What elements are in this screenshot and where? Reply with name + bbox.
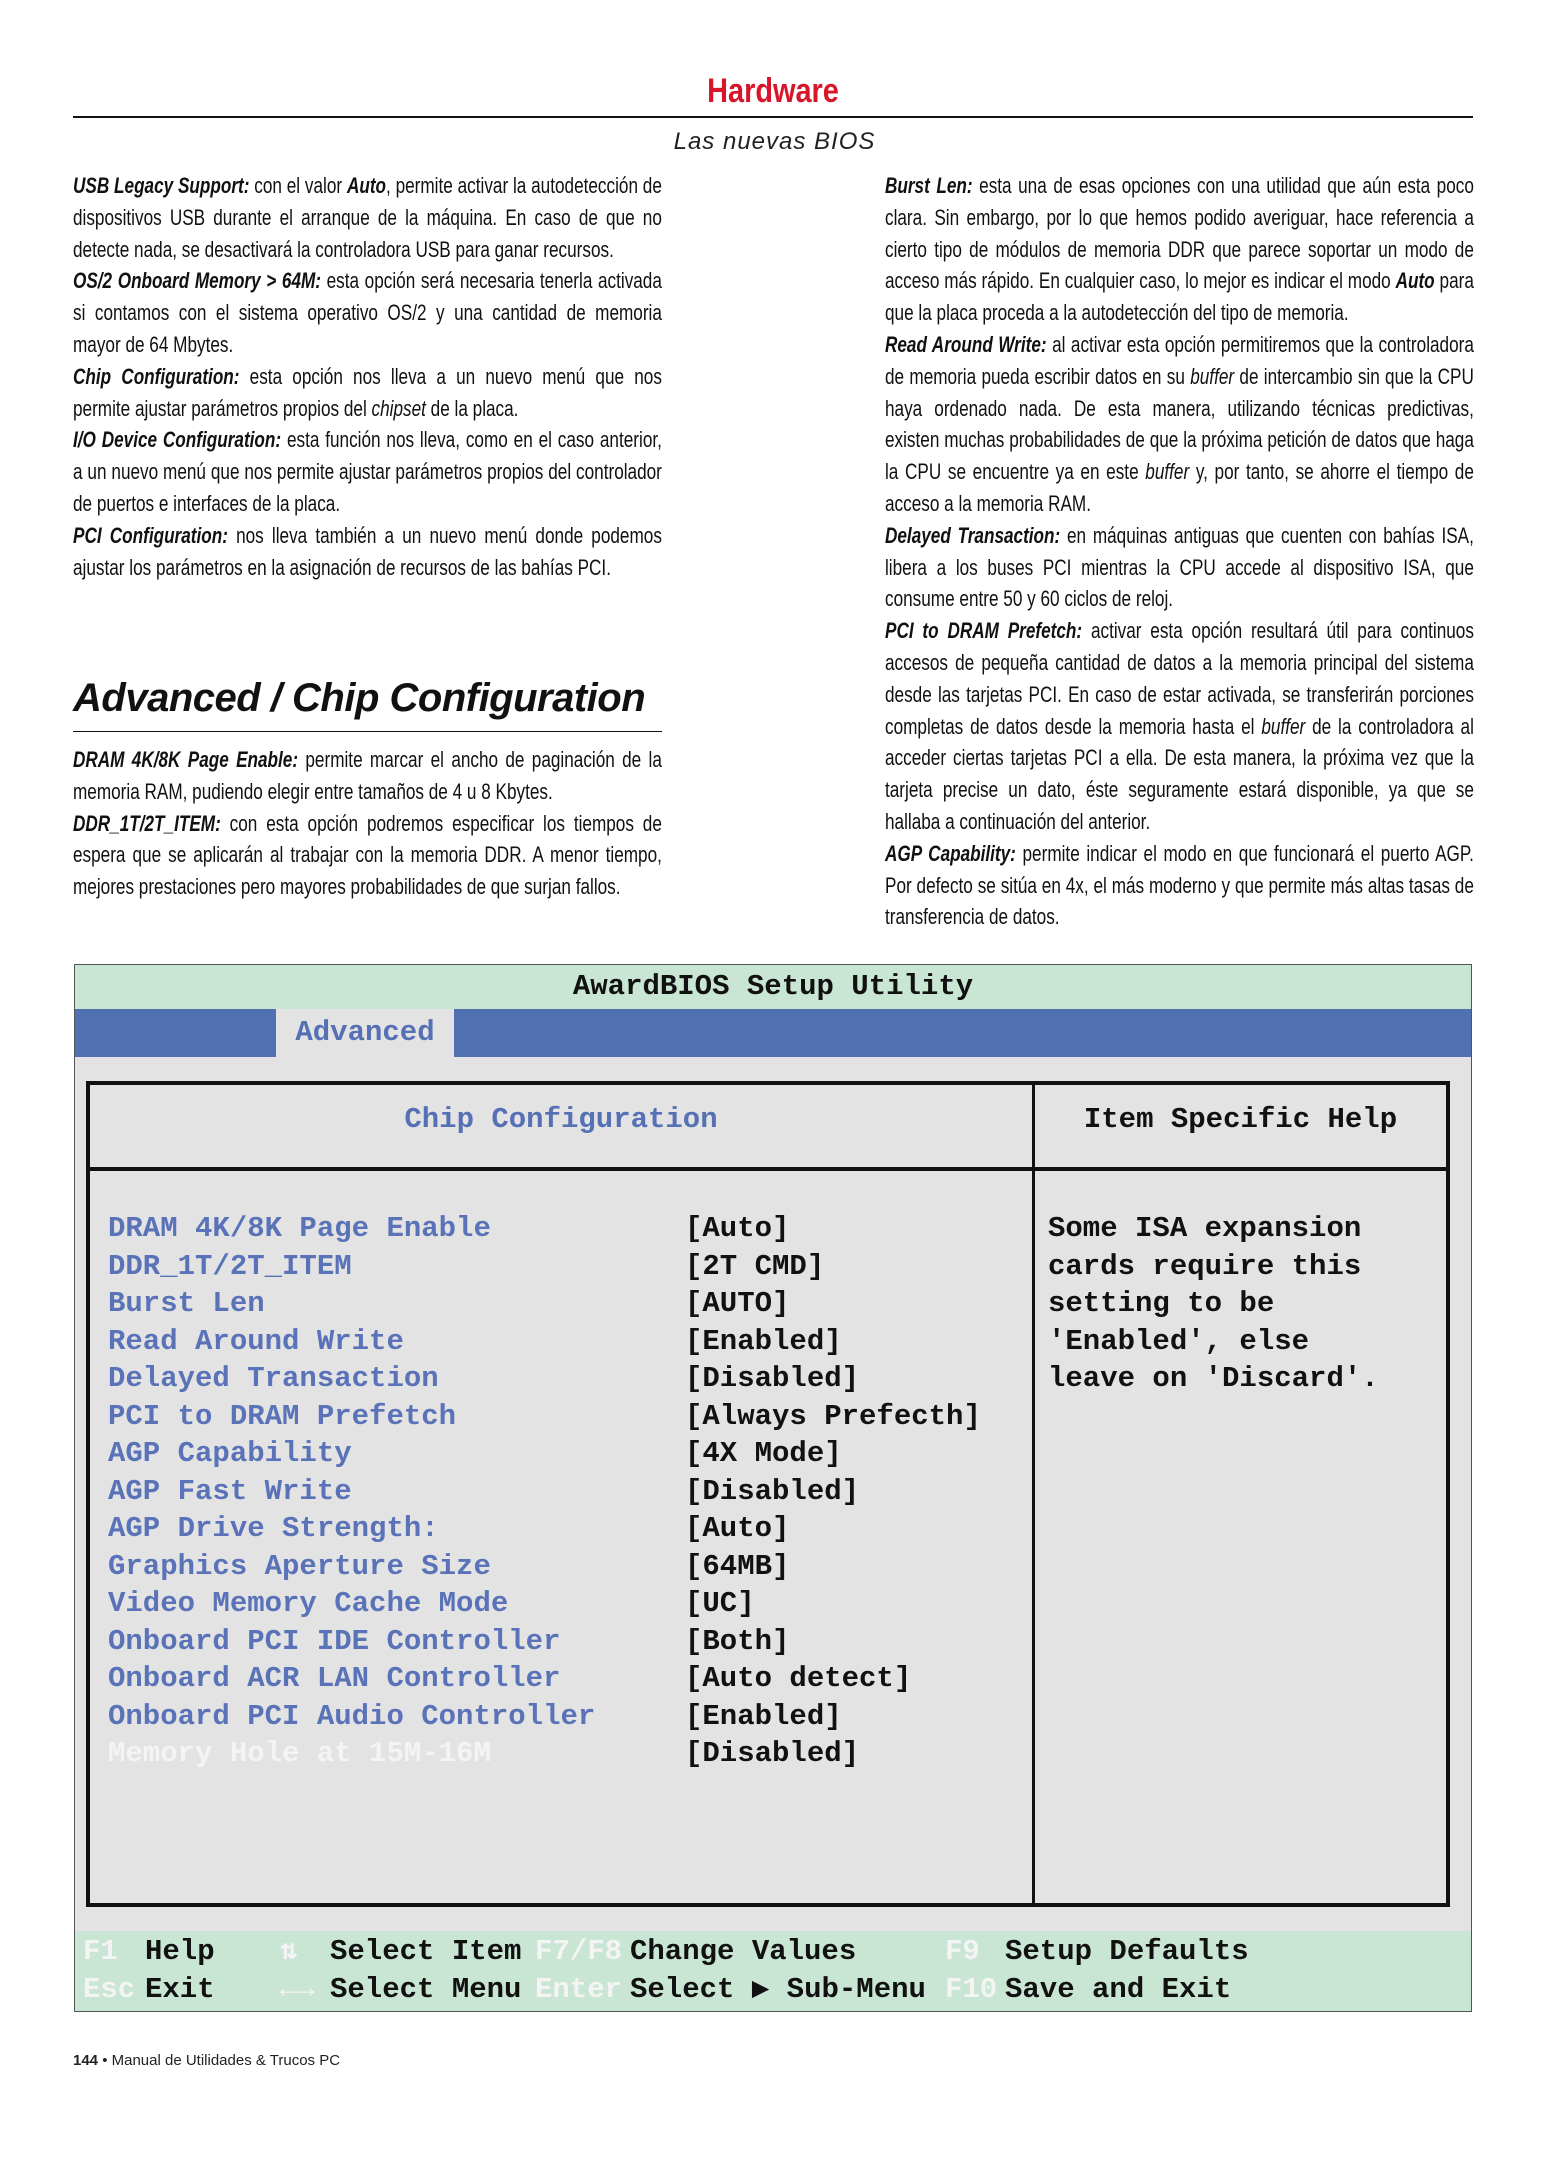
publication-name: • Manual de Utilidades & Trucos PC [98, 2052, 341, 2069]
emphasis: chipset [371, 395, 426, 421]
setting-row[interactable] [108, 1323, 842, 1360]
text: en máquinas antiguas que cuenten con bahías ISA, libera a los buses PCI mientras la CPU accede al dispositivo ISA, que consume entre 50 y 60 ciclos de reloj. [885, 522, 1474, 612]
panel-title: Chip Configuration [404, 1103, 718, 1136]
term: Auto [1395, 268, 1435, 294]
setting-row[interactable] [108, 1698, 842, 1735]
setting-label: Burst Len [108, 1287, 265, 1320]
text: de la placa. [425, 395, 519, 421]
key-hint: F7/F8 [535, 1935, 623, 1968]
setting-label: Onboard PCI IDE Controller [108, 1624, 561, 1658]
key-action: Select Menu [330, 1973, 522, 2006]
setting-row[interactable] [108, 1660, 912, 1697]
text: al activar esta opción permitiremos que la controladora de memoria pueda escribir datos en su [885, 331, 1474, 389]
setting-value[interactable]: [Disabled] [685, 1737, 860, 1770]
text: con esta opción podremos especificar los tiempos de espera que se aplicarán al trabajar con la memoria DDR. A menor tiempo, mejores prestaciones pero mayores probabilidades de que surjan fallos. [73, 810, 662, 900]
bios-panel [86, 1081, 1450, 1907]
text: esta opción será necesaria tenerla activada si contamos con el sistema operativo OS/2 y una cantidad de memoria mayor de 64 Mbytes. [73, 268, 662, 357]
section-heading: Advanced / Chip Configuration [73, 676, 646, 720]
setting-row[interactable] [108, 1398, 981, 1435]
term: Auto [346, 173, 387, 198]
setting-row[interactable] [108, 1248, 825, 1285]
footer-key [83, 1971, 135, 2009]
key-action: Help [145, 1935, 215, 1968]
setting-label: Read Around Write [108, 1324, 404, 1358]
key-hint: ←→ [280, 1973, 315, 2006]
paragraph [885, 520, 1474, 615]
text: nos lleva también a un nuevo menú donde podemos ajustar los parámetros en la asignación de recursos de las bahías PCI. [73, 522, 662, 580]
paragraph [885, 329, 1474, 520]
paragraph [885, 615, 1474, 838]
term: Chip Configuration: [73, 363, 240, 389]
term: AGP Capability: [885, 840, 1016, 866]
key-hint: Enter [535, 1973, 623, 2006]
text: , permite activar la autodetección de dispositivos USB durante el arranque de la máquina. En caso de que no detecte nada, se desactivará la controladora USB para ganar recursos. [73, 173, 662, 262]
bios-screenshot [74, 964, 1472, 2012]
paragraph [885, 838, 1474, 933]
setting-label: Video Memory Cache Mode [108, 1587, 509, 1620]
right-column [885, 170, 1474, 933]
setting-value[interactable]: [4X Mode] [685, 1437, 842, 1470]
footer-key [535, 1933, 622, 1971]
term: OS/2 Onboard Memory > 64M: [73, 268, 322, 294]
emphasis: buffer [1145, 459, 1190, 485]
term: PCI to DRAM Prefetch: [885, 618, 1083, 644]
divider [1032, 1085, 1035, 1903]
setting-value[interactable]: [Auto detect] [685, 1662, 912, 1695]
paragraph [73, 424, 662, 519]
footer-key [535, 1971, 622, 2009]
setting-value[interactable]: [2T CMD] [685, 1249, 825, 1283]
setting-row[interactable] [108, 1548, 790, 1585]
key-hint: Esc [83, 1973, 136, 2006]
term: I/O Device Configuration: [73, 427, 282, 453]
emphasis: buffer [1190, 363, 1235, 389]
paragraph [885, 170, 1474, 329]
key-action: Setup Defaults [1005, 1935, 1249, 1968]
setting-row[interactable] [108, 1473, 860, 1510]
page-subtitle: Las nuevas BIOS [673, 128, 876, 155]
paragraph [73, 265, 662, 360]
setting-value[interactable]: [Always Prefecth] [685, 1399, 981, 1433]
setting-label: AGP Fast Write [108, 1474, 352, 1508]
setting-row[interactable] [108, 1623, 790, 1660]
footer-key [945, 1971, 997, 2009]
setting-value[interactable]: [UC] [685, 1587, 755, 1620]
text: activar esta opción resultará útil para continuos accesos de pequeña cantidad de datos a la memoria principal del sistema desde las tarjetas PCI. En caso de estar activada, se transferirán porciones completas de datos desde la memoria hasta el [885, 618, 1474, 739]
section-title: Hardware [707, 72, 839, 110]
footer-key [280, 1933, 297, 1971]
term: PCI Configuration: [73, 522, 228, 548]
footer-key [83, 1933, 118, 1971]
setting-row[interactable] [108, 1210, 790, 1247]
page-number: 144 [73, 2052, 99, 2069]
text: esta función nos lleva, como en el caso anterior, a un nuevo menú que nos permite ajustar parámetros propios del controlador de puertos e interfaces de la placa. [73, 427, 662, 516]
help-text: Some ISA expansion cards require this setting to be 'Enabled', else leave on 'Discard'. [1048, 1212, 1379, 1395]
setting-value[interactable]: [Auto] [685, 1512, 790, 1545]
setting-value[interactable]: [64MB] [685, 1549, 790, 1583]
term: Read Around Write: [885, 331, 1047, 357]
setting-label: Delayed Transaction [108, 1362, 439, 1395]
key-hint: F10 [945, 1973, 998, 2006]
footer-key [280, 1971, 315, 2009]
setting-row[interactable] [108, 1435, 842, 1472]
heading-rule [73, 731, 662, 732]
key-action: Save and Exit [1005, 1973, 1232, 2006]
paragraph [73, 808, 662, 903]
bios-title: AwardBIOS Setup Utility [75, 965, 1471, 1009]
term: USB Legacy Support: [73, 173, 250, 198]
bios-menu-bar [75, 1009, 1471, 1057]
paragraph [73, 520, 662, 584]
setting-value[interactable]: [Disabled] [685, 1474, 860, 1508]
text: esta opción nos lleva a un nuevo menú que nos permite ajustar parámetros propios del [73, 363, 662, 421]
setting-label: DRAM 4K/8K Page Enable [108, 1212, 491, 1245]
term: Delayed Transaction: [885, 522, 1061, 548]
key-action: Change Values [630, 1935, 857, 1968]
setting-label: DDR_1T/2T_ITEM [108, 1249, 352, 1283]
setting-label: AGP Drive Strength: [108, 1512, 439, 1545]
setting-value[interactable]: [Both] [685, 1624, 790, 1658]
term: DRAM 4K/8K Page Enable: [73, 747, 299, 772]
key-hint: ⇅ [280, 1935, 298, 1968]
paragraph [73, 361, 662, 425]
bios-footer [75, 1931, 1471, 2011]
text: para que la placa proceda a la autodetección del tipo de memoria. [885, 268, 1474, 326]
text: y, por tanto, se ahorre el tiempo de acceso a la memoria RAM. [885, 459, 1474, 516]
paragraph [73, 170, 662, 265]
setting-row[interactable] [108, 1585, 755, 1622]
key-action: Select Item [330, 1935, 522, 1968]
text: permite marcar el ancho de paginación de la memoria RAM, pudiendo elegir entre tamaños de 4 u 8 Kbytes. [73, 747, 662, 804]
setting-label: Memory Hole at 15M-16M [108, 1737, 491, 1770]
setting-value[interactable]: [Disabled] [685, 1362, 860, 1395]
setting-label: Onboard ACR LAN Controller [108, 1662, 561, 1695]
term: Burst Len: [885, 173, 973, 198]
footer-key [945, 1933, 980, 1971]
setting-label: AGP Capability [108, 1437, 352, 1470]
tab-advanced[interactable]: Advanced [276, 1009, 454, 1057]
left-column-2 [73, 744, 662, 903]
page-footer [73, 2052, 340, 2069]
text: esta una de esas opciones con una utilidad que aún esta poco clara. Sin embargo, por lo que hemos podido averiguar, hace referencia a cierto tipo de módulos de memoria DDR que parece soportar un modo de acceso más rápido. En cualquier caso, lo mejor es indicar el modo [885, 173, 1474, 294]
setting-row[interactable] [108, 1360, 860, 1397]
setting-value[interactable]: [Enabled] [685, 1324, 842, 1358]
text: de intercambio sin que la CPU haya ordenado nada. De esta manera, utilizando técnicas predictivas, existen muchas probabilidades de que la próxima petición de datos que haga la CPU se encuentre ya en este [885, 363, 1474, 485]
setting-label: Onboard PCI Audio Controller [108, 1699, 596, 1733]
left-column [73, 170, 662, 583]
setting-row[interactable] [108, 1285, 790, 1322]
setting-value[interactable]: [Enabled] [685, 1699, 842, 1733]
header-rule [73, 116, 1473, 118]
setting-value[interactable]: [Auto] [685, 1212, 790, 1245]
key-hint: F1 [83, 1935, 118, 1968]
emphasis: buffer [1261, 713, 1306, 739]
setting-label: PCI to DRAM Prefetch [108, 1399, 457, 1433]
setting-label: Graphics Aperture Size [108, 1549, 491, 1583]
key-hint: F9 [945, 1935, 980, 1968]
setting-row[interactable] [108, 1735, 860, 1772]
text: permite indicar el modo en que funcionará el puerto AGP. Por defecto se sitúa en 4x, el más moderno y que permite más altas tasas de transferencia de datos. [885, 840, 1474, 930]
paragraph [73, 744, 662, 808]
key-action: Exit [145, 1973, 215, 2006]
setting-row[interactable] [108, 1510, 790, 1547]
term: DDR_1T/2T_ITEM: [73, 810, 221, 836]
setting-value[interactable]: [AUTO] [685, 1287, 790, 1320]
text: de la controladora al acceder ciertas tarjetas PCI a ella. De esta manera, la próxima vez que la tarjeta precise un dato, éste seguramente estará disponible, ya que se hallaba a continuación del anterior. [885, 713, 1474, 834]
key-action: Select ▶ Sub-Menu [630, 1973, 926, 2006]
help-title: Item Specific Help [1083, 1103, 1398, 1136]
text: con el valor [249, 173, 347, 198]
divider [90, 1167, 1446, 1171]
